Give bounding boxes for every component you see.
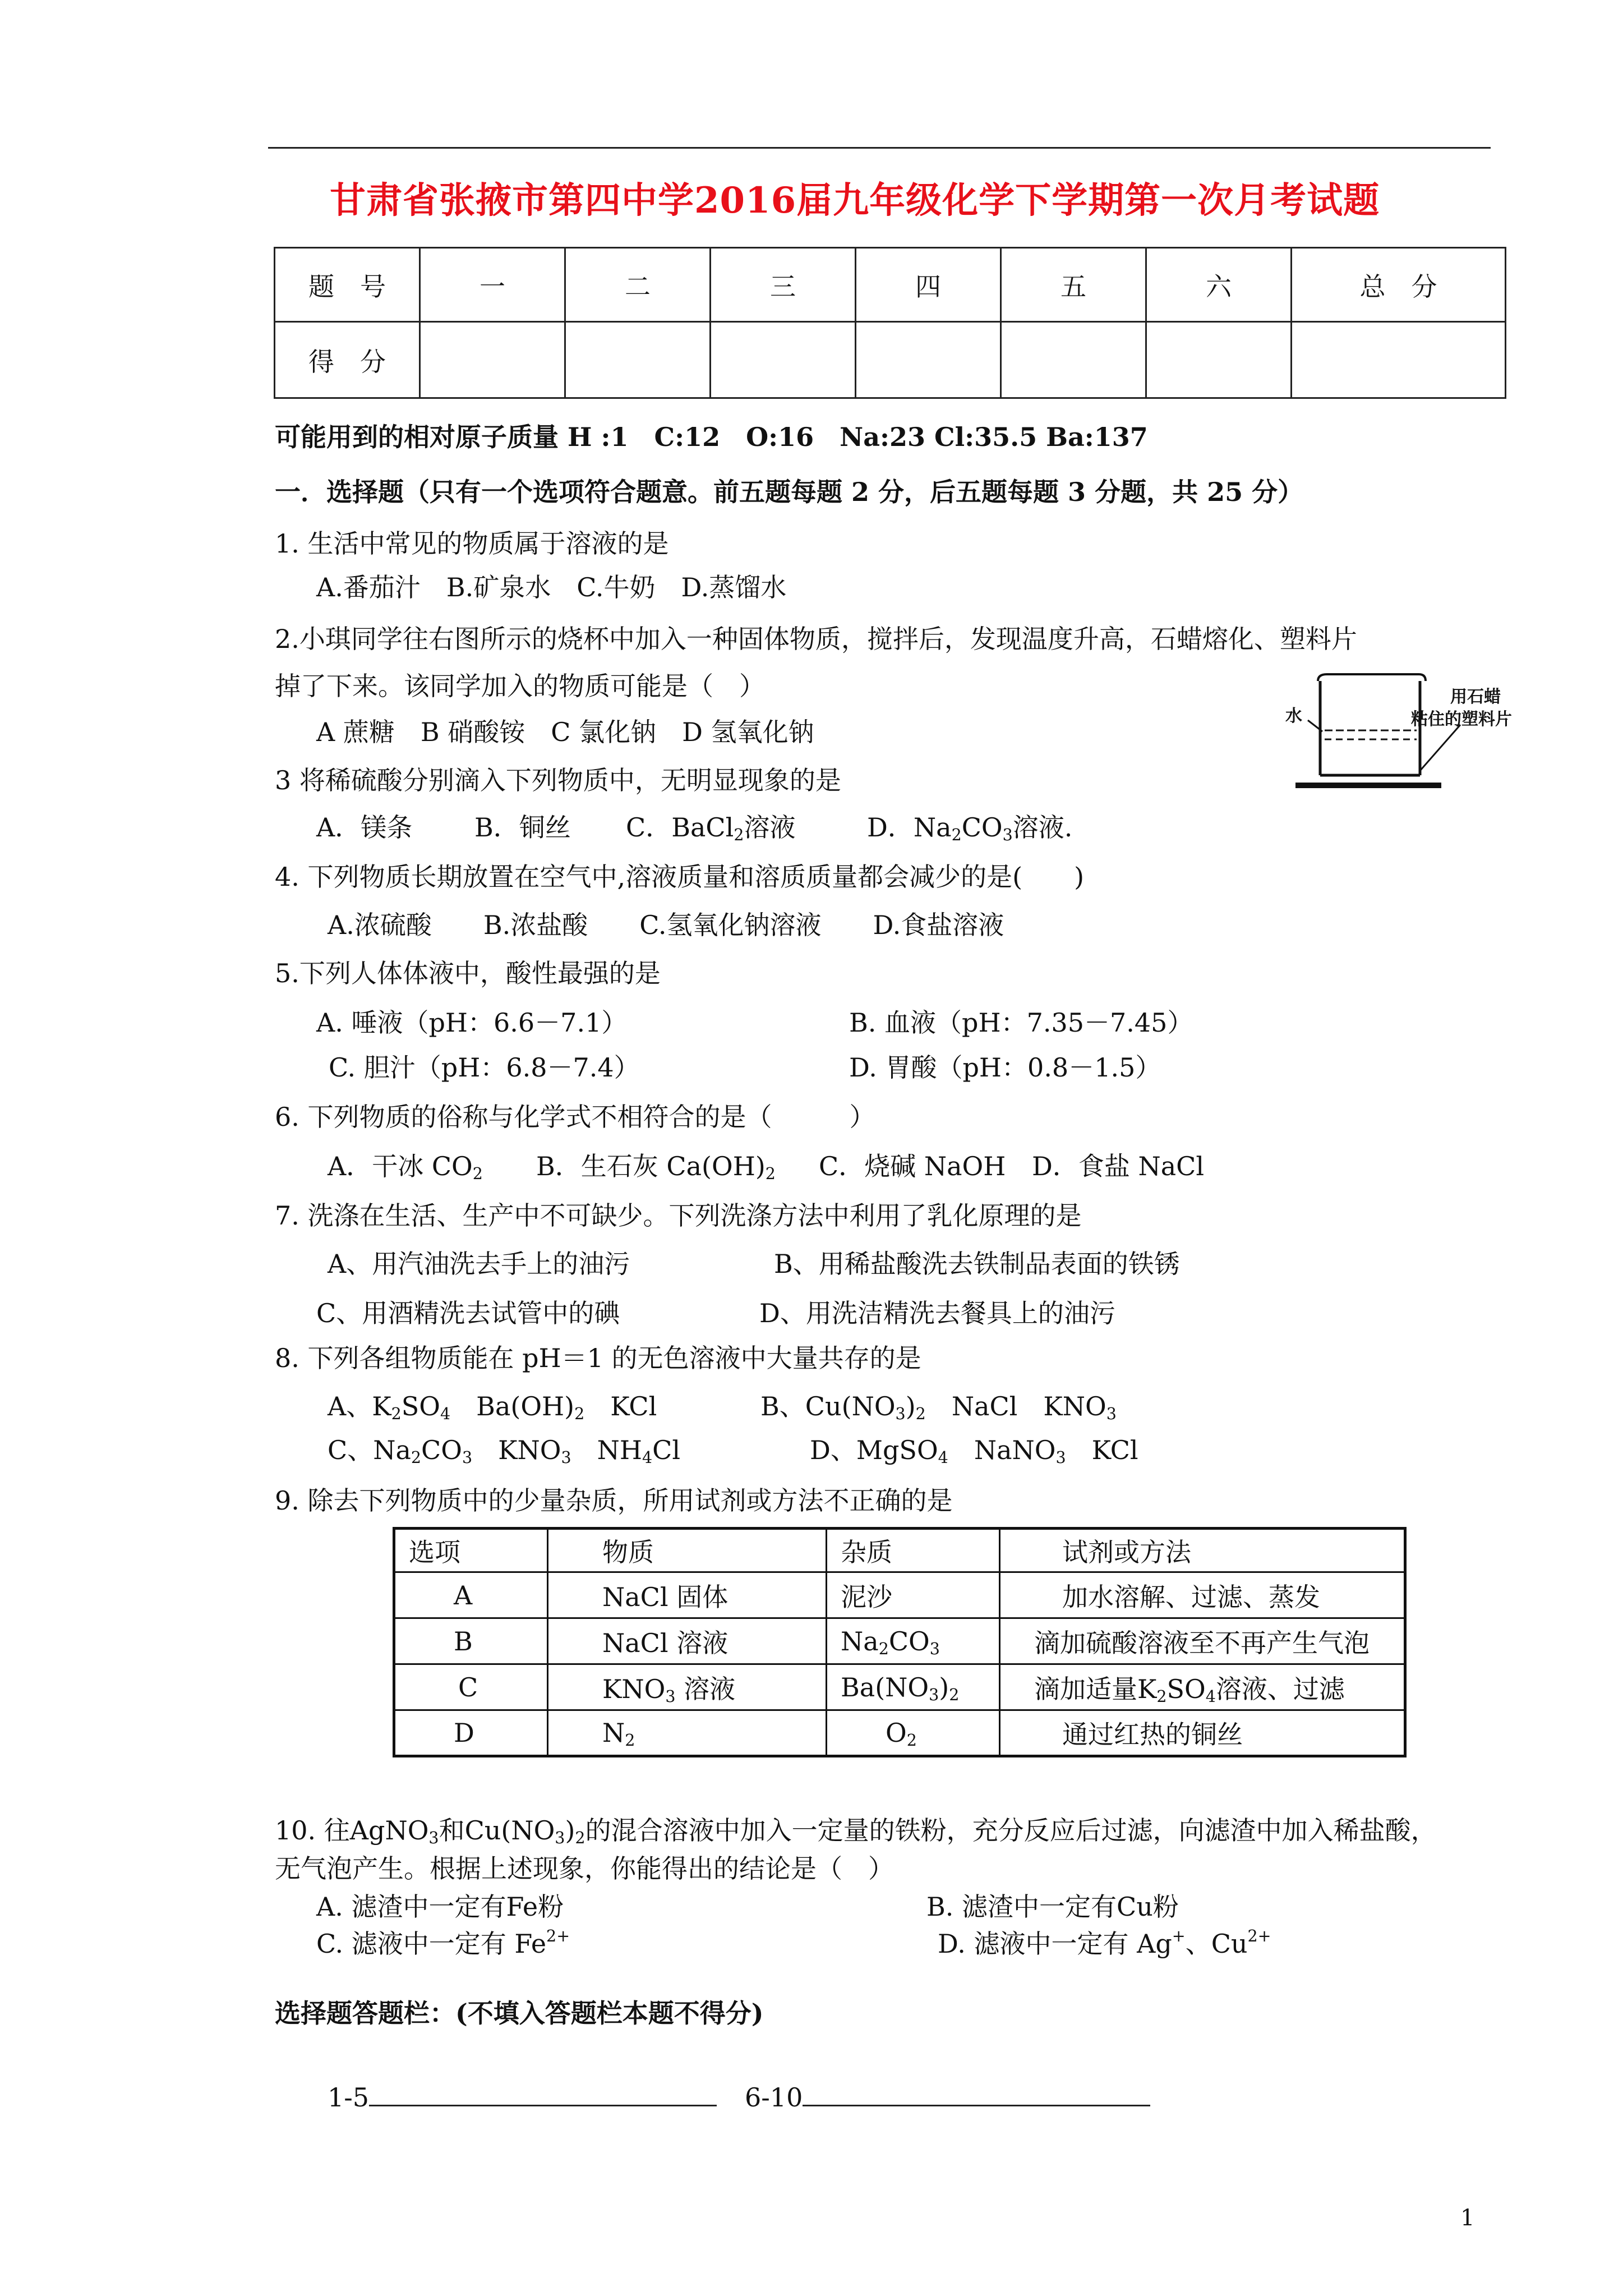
question-5-option-d: D. 胃酸（pH：0.8－1.5） — [849, 1052, 1161, 1083]
score-input-cell[interactable] — [1001, 322, 1146, 398]
question-9-stem: 9. 除去下列物质中的少量杂质，所用试剂或方法不正确的是 — [275, 1485, 953, 1516]
figure-label-water: 水 — [1285, 706, 1302, 726]
question-2-stem-line1: 2.小琪同学往右图所示的烧杯中加入一种固体物质，搅拌后，发现温度升高，石蜡熔化、塑料片 — [275, 624, 1357, 654]
table-cell: NaCl 固体 — [548, 1572, 827, 1618]
table-cell: 泥沙 — [827, 1572, 1000, 1618]
score-input-cell[interactable] — [420, 322, 565, 398]
score-header-cell: 四 — [856, 248, 1001, 322]
question-4-options: A.浓硫酸 B.浓盐酸 C.氢氧化钠溶液 D.食盐溶液 — [328, 910, 1004, 940]
question-8-stem: 8. 下列各组物质能在 pH＝1 的无色溶液中大量共存的是 — [275, 1343, 921, 1373]
table-header-row — [394, 1529, 1405, 1572]
score-header-cell: 一 — [420, 248, 565, 322]
score-input-cell[interactable] — [711, 322, 856, 398]
question-7-option-b: B、用稀盐酸洗去铁制品表面的铁锈 — [774, 1249, 1180, 1279]
answer-blank-6-10[interactable]: 6-10 — [745, 2082, 1150, 2110]
score-table — [274, 247, 1506, 399]
question-10-option-c: C. 滤液中一定有 $Fe^{2+}$ — [316, 1927, 570, 1959]
question-7-option-a: A、用汽油洗去手上的油污 — [328, 1249, 630, 1279]
table-cell: D — [394, 1710, 548, 1756]
answer-bar-heading: 选择题答题栏：(不填入答题栏本题不得分) — [275, 1998, 764, 2028]
question-3-option-d: D．$Na_2CO_3$溶液. — [867, 812, 1073, 845]
question-10-option-b: B. 滤渣中一定有Cu粉 — [926, 1892, 1179, 1922]
score-header-cell: 六 — [1146, 248, 1292, 322]
atomic-mass-note: 可能用到的相对原子质量 H :1 C:12 O:16 Na:23 Cl:35.5 Ba:137 — [275, 422, 1148, 452]
table-cell: NaCl 溶液 — [548, 1618, 827, 1664]
question-5-stem: 5.下列人体体液中，酸性最强的是 — [275, 958, 661, 988]
question-3-option-c: C．BaCl$_2$溶液 — [626, 812, 796, 845]
question-7-stem: 7. 洗涤在生活、生产中不可缺少。下列洗涤方法中利用了乳化原理的是 — [275, 1200, 1082, 1231]
question-3-option-a: A．镁条 — [316, 812, 413, 843]
question-1-stem: 1. 生活中常见的物质属于溶液的是 — [275, 528, 669, 559]
score-input-cell[interactable] — [1292, 322, 1506, 398]
question-10-option-d: D. 滤液中一定有 Ag+、$Cu^{2+}$ — [938, 1927, 1271, 1959]
question-8-option-c: C、$Na_2CO_3$ $KNO_3$ $NH_4Cl$ — [328, 1435, 681, 1467]
question-5-option-b: B. 血液（pH：7.35－7.45） — [849, 1007, 1193, 1038]
table-cell: $N_2$ — [548, 1710, 827, 1756]
score-table-score-row — [275, 322, 1506, 398]
answer-line[interactable] — [369, 2082, 717, 2106]
table-row — [394, 1572, 1405, 1618]
table-cell: B — [394, 1618, 548, 1664]
question-6-option-a: A．干冰 $CO_2$ — [328, 1151, 483, 1184]
table-cell: 加水溶解、过滤、蒸发 — [1000, 1572, 1405, 1618]
table-cell: $O_2$ — [827, 1710, 1000, 1756]
table-cell: 滴加适量$K_2SO_4$溶液、过滤 — [1000, 1664, 1405, 1710]
question-8-option-b: B、$Cu(NO_3)_2$ NaCl $KNO_3$ — [760, 1391, 1117, 1424]
question-6-option-b: B．生石灰 $Ca(OH)_2$ — [536, 1151, 776, 1184]
section-heading: 一．选择题（只有一个选项符合题意。前五题每题 2 分，后五题每题 3 分题，共 25 分） — [275, 477, 1304, 507]
score-header-cell: 五 — [1001, 248, 1146, 322]
question-6-option-d: D．食盐 NaCl — [1032, 1151, 1205, 1181]
table-cell: C — [394, 1664, 548, 1710]
question-1-options: A.番茄汁 B.矿泉水 C.牛奶 D.蒸馏水 — [316, 572, 787, 602]
question-8-option-a: A、$K_2SO_4$ $Ba(OH)_2$ KCl — [328, 1391, 657, 1424]
table-header-cell: 杂质 — [827, 1529, 1000, 1572]
table-cell: A — [394, 1572, 548, 1618]
question-9-table — [393, 1527, 1407, 1757]
question-8-option-d: D、MgSO$_4$ NaNO$_3$ KCl — [810, 1435, 1138, 1467]
score-row-label: 得 分 — [275, 322, 420, 398]
question-6-option-c: C．烧碱 NaOH — [819, 1151, 1006, 1181]
score-input-cell[interactable] — [565, 322, 711, 398]
question-10-stem-line2: 无气泡产生。根据上述现象，你能得出的结论是（ ） — [275, 1853, 894, 1884]
question-2-stem-line2: 掉了下来。该同学加入的物质可能是（ ） — [275, 671, 765, 701]
table-cell: $Na_2CO_3$ — [827, 1618, 1000, 1664]
beaker-figure — [1273, 664, 1565, 799]
header-rule — [268, 147, 1491, 149]
figure-label-wax-2: 粘住的塑料片 — [1411, 710, 1512, 729]
table-header-cell: 物质 — [548, 1529, 827, 1572]
page-number: 1 — [1460, 2205, 1475, 2231]
answer-line[interactable] — [803, 2082, 1150, 2106]
score-header-cell: 题 号 — [275, 248, 420, 322]
score-input-cell[interactable] — [856, 322, 1001, 398]
question-6-stem: 6. 下列物质的俗称与化学式不相符合的是（ ） — [275, 1102, 875, 1132]
table-row — [394, 1618, 1405, 1664]
figure-label-wax-1: 用石蜡 — [1450, 687, 1501, 707]
question-10-option-a: A. 滤渣中一定有Fe粉 — [316, 1892, 564, 1922]
question-7-option-c: C、用酒精洗去试管中的碘 — [316, 1298, 620, 1328]
table-cell: $KNO_3$ 溶液 — [548, 1664, 827, 1710]
score-input-cell[interactable] — [1146, 322, 1292, 398]
page-title: 甘肃省张掖市第四中学2016届九年级化学下学期第一次月考试题 — [330, 180, 1380, 222]
table-header-cell: 选项 — [394, 1529, 548, 1572]
score-header-cell: 二 — [565, 248, 711, 322]
score-header-cell: 总 分 — [1292, 248, 1506, 322]
table-cell: 滴加硫酸溶液至不再产生气泡 — [1000, 1618, 1405, 1664]
table-row — [394, 1664, 1405, 1710]
table-cell: 通过红热的铜丝 — [1000, 1710, 1405, 1756]
table-row — [394, 1710, 1405, 1756]
table-cell: $Ba(NO_3)_2$ — [827, 1664, 1000, 1710]
question-5-option-a: A. 唾液（pH：6.6－7.1） — [316, 1007, 628, 1038]
beaker-icon — [1273, 664, 1565, 799]
table-header-cell: 试剂或方法 — [1000, 1529, 1405, 1572]
question-2-options: A 蔗糖 B 硝酸铵 C 氯化钠 D 氢氧化钠 — [316, 717, 814, 747]
score-header-cell: 三 — [711, 248, 856, 322]
question-3-stem: 3 将稀硫酸分别滴入下列物质中，无明显现象的是 — [275, 765, 841, 795]
question-4-stem: 4. 下列物质长期放置在空气中,溶液质量和溶质质量都会减少的是( ) — [275, 862, 1085, 892]
question-3-option-b: B．铜丝 — [474, 812, 571, 843]
score-table-header-row — [275, 248, 1506, 322]
question-10-stem-line1: 10. 往AgNO$_3$和$Cu(NO_3)_2$的混合溶液中加入一定量的铁粉，充分反应后过滤，向滤渣中加入稀盐酸， — [275, 1815, 1437, 1848]
question-5-option-c: C. 胆汁（pH：6.8－7.4） — [329, 1052, 640, 1083]
question-7-option-d: D、用洗洁精洗去餐具上的油污 — [759, 1298, 1115, 1328]
answer-blank-1-5[interactable]: 1-5 — [328, 2082, 717, 2110]
